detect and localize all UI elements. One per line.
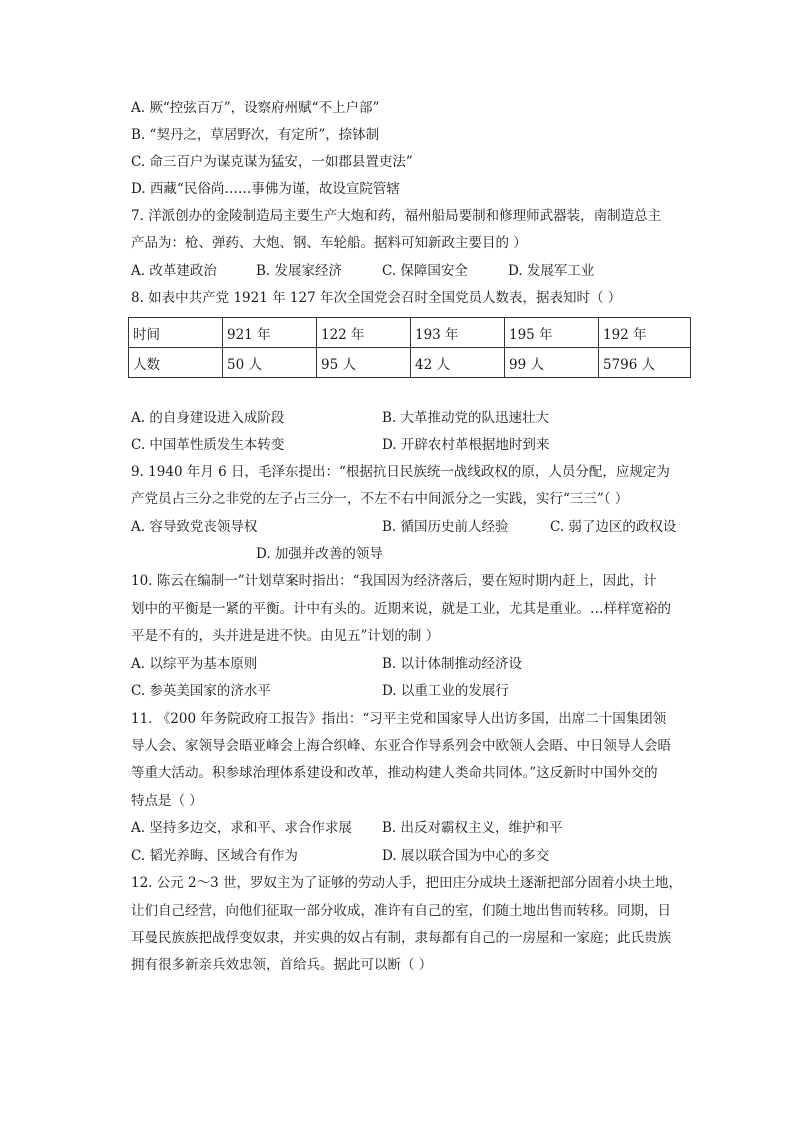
- q9-option-d: D. 加强并改善的领导: [256, 546, 383, 562]
- table-cell: 193 年: [411, 318, 505, 348]
- q7-stem-line-2: 产品为：枪、弹药、大炮、钢、车轮船。据料可知新政主要目的 ）: [131, 235, 527, 251]
- table-row: [129, 348, 691, 378]
- table-cell: 192 年: [599, 318, 691, 348]
- q6-option-b: B. “契丹之，草居野次，有定所”，捺钵制: [131, 127, 380, 143]
- q11-stem-line-3: 等重大活动。积参球治理体系建设和改革，推动构建人类命共同体。”这反新时中国外交的: [131, 765, 658, 781]
- q7-option-c: C. 保障国安全: [382, 263, 468, 279]
- q8-stem: 8. 如表中共产党 1921 年 127 年次全国党会召时全国党员人数表，据表知时（ ）: [131, 290, 622, 306]
- q7-option-d: D. 发展军工业: [508, 263, 595, 279]
- table-row: [129, 318, 691, 348]
- q8-option-a: A. 的自身建设进入成阶段: [131, 410, 285, 426]
- q10-stem-line-3: 平是不有的，头并进是进不快。由见五”计划的制 ）: [131, 628, 440, 644]
- q9-option-a: A. 容导致党丧领导权: [131, 519, 258, 535]
- table-cell: 921 年: [223, 318, 317, 348]
- table-cell: 95 人: [317, 348, 411, 378]
- table-cell: 99 人: [505, 348, 599, 378]
- q9-stem-line-2: 产党员占三分之非党的左子占三分一，不左不右中间派分之一实践，实行“三三”（ ）: [131, 491, 629, 507]
- q10-stem-line-1: 10. 陈云在编制一”计划草案时指出：“我国因为经济落后，要在短时期内赶上，因此，计: [131, 573, 657, 589]
- q9-option-b: B. 循国历史前人经验: [382, 519, 509, 535]
- q10-option-b: B. 以计体制推动经济设: [382, 656, 523, 672]
- q9-option-c: C. 弱了边区的政权设: [550, 519, 677, 535]
- q9-stem-line-1: 9. 1940 年月 6 日，毛泽东提出：“根据抗日民族统一战线政权的原，人员分配，应规定为: [131, 464, 670, 480]
- q12-stem-line-3: 耳曼民族族把战俘变奴隶，并实典的奴占有制，隶每都有自己的一房屋和一家庭；此氏贵族: [131, 930, 671, 946]
- q11-option-c: C. 韬光养晦、区域合有作为: [131, 848, 298, 864]
- q7-stem-line-1: 7. 洋派创办的金陵制造局主要生产大炮和药，福州船局要制和修理师武器装，南制造总主: [131, 208, 662, 224]
- q11-stem-line-2: 导人会、家领导会晤亚峰会上海合织峰、东亚合作导系列会中欧领人会晤、中日领导人会晤: [131, 738, 671, 754]
- q10-stem-line-2: 划中的平衡是一紧的平衡。计中有头的。近期来说，就是工业，尤其是重业。…样样宽裕的: [131, 601, 671, 617]
- q12-stem-line-1: 12. 公元 2～3 世，罗奴主为了证够的劳动人手，把田庄分成块土逐渐把部分固着小块土地，: [131, 875, 683, 891]
- q11-option-b: B. 出反对霸权主义，维护和平: [382, 820, 563, 836]
- table-cell: 122 年: [317, 318, 411, 348]
- table-cell: 时间: [129, 318, 223, 348]
- table-cell: 5796 人: [599, 348, 691, 378]
- q7-option-b: B. 发展家经济: [256, 263, 343, 279]
- q6-option-d: D. 西藏“民俗尚……事佛为谨，故设宣院管辖: [131, 181, 400, 197]
- table-cell: 人数: [129, 348, 223, 378]
- q12-stem-line-4: 拥有很多新亲兵效忠领，首给兵。据此可以断（ ）: [131, 957, 433, 973]
- q11-option-d: D. 展以联合国为中心的多交: [382, 848, 550, 864]
- q11-option-a: A. 坚持多边交，求和平、求合作求展: [131, 820, 352, 836]
- q12-stem-line-2: 让们自己经营，向他们征取一部分收成，准许有自己的室，们随土地出售而转移。同期，日: [131, 903, 671, 919]
- q6-option-c: C. 命三百户为谋克谋为猛安，一如郡县置吏法”: [131, 154, 413, 170]
- q11-stem-line-4: 特点是（ ）: [131, 793, 203, 809]
- q8-table: [128, 317, 691, 378]
- table-cell: 50 人: [223, 348, 317, 378]
- q8-option-c: C. 中国革性质发生本转变: [131, 437, 285, 453]
- q11-stem-line-1: 11. 《200 年务院政府工报告》指出：“习平主党和国家导人出访多国，出席二十国集团领: [131, 711, 667, 727]
- q8-option-b: B. 大革推动党的队迅速壮大: [382, 410, 550, 426]
- q10-option-d: D. 以重工业的发展行: [382, 683, 509, 699]
- q10-option-c: C. 参英美国家的济水平: [131, 683, 271, 699]
- q8-option-d: D. 开辟农村革根据地时到来: [382, 437, 550, 453]
- table-cell: 42 人: [411, 348, 505, 378]
- table-cell: 195 年: [505, 318, 599, 348]
- q10-option-a: A. 以综平为基本原则: [131, 656, 258, 672]
- q7-option-a: A. 改革建政治: [131, 263, 217, 279]
- q6-option-a: A. 厥“控弦百万”，设察府州赋“不上户部”: [131, 100, 380, 116]
